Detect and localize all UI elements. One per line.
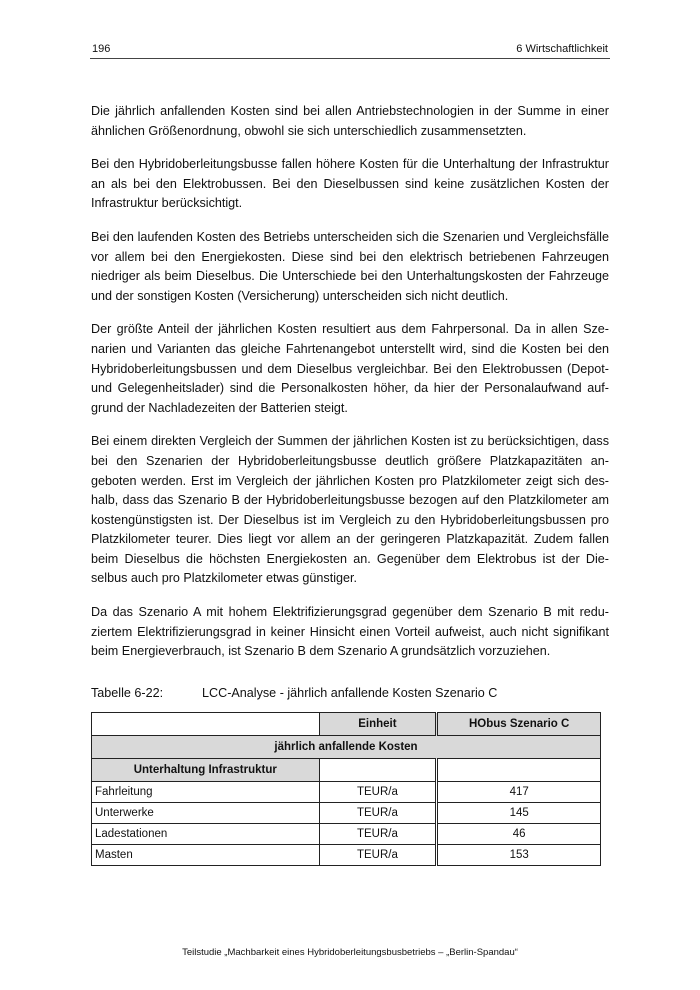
- row-value: 145: [437, 803, 601, 824]
- row-label: Ladestationen: [92, 824, 320, 845]
- subsection-title: Unterhaltung Infrastruktur: [92, 759, 320, 782]
- paragraph: Da das Szenario A mit hohem Elektrifizierungsgrad gegenüber dem Szenario B mit reduziertem Elektrifizierungsgrad in keiner Hinsicht einen Vorteil aufweist, auch nicht signifikant beim Energieverbrauch, ist Szenario B dem Szenario A grundsätzlich vorzuziehen.: [91, 605, 609, 659]
- paragraph: Die jährlich anfallenden Kosten sind bei allen Antriebstechnologien in der Summe in einer ähnlichen Größenordnung, obwohl sie sich unterschiedlich zusammensetzten.: [91, 104, 609, 138]
- table-title: LCC-Analyse - jährlich anfallende Kosten Szenario C: [202, 686, 498, 700]
- row-label: Unterwerke: [92, 803, 320, 824]
- chapter-title: 6 Wirtschaftlichkeit: [516, 43, 608, 55]
- header-empty-cell: [92, 713, 320, 736]
- table-header-row: [92, 713, 601, 736]
- table-row: [92, 824, 601, 845]
- lcc-table: [91, 712, 601, 866]
- table-section-row: [92, 736, 601, 759]
- row-value: 153: [437, 845, 601, 866]
- row-label: Masten: [92, 845, 320, 866]
- row-unit: TEUR/a: [319, 845, 437, 866]
- paragraph: Der größte Anteil der jährlichen Kosten resultiert aus dem Fahrpersonal. Da in allen Szenarien und Varianten das gleiche Fahrtenangebot unterstellt wird, sind die Kosten bei den Hybridoberleitungsbussen und dem Dieselbus vergleichbar. Bei den Elektrobussen (Depot- und Gelegenheitslader) sind die Personalkosten höher, da hier der Personalaufwand aufgrund der Nachladezeiten der Batterien steigt.: [91, 322, 609, 415]
- page-footer: Teilstudie „Machbarkeit eines Hybridoberleitungsbusbetriebs – „Berlin-Spandau“: [182, 947, 518, 958]
- table-caption: [91, 686, 609, 700]
- row-label: Fahrleitung: [92, 782, 320, 803]
- row-unit: TEUR/a: [319, 803, 437, 824]
- row-value: 46: [437, 824, 601, 845]
- paragraph: Bei den Hybridoberleitungsbusse fallen höhere Kosten für die Unterhaltung der Infrastruktur an als bei den Elektrobussen. Bei den Dieselbussen sind keine zusätzlichen Kosten der Infrastruktur berücksichtigt.: [91, 157, 609, 211]
- table-row: [92, 803, 601, 824]
- table-row: [92, 782, 601, 803]
- page-header: [90, 42, 610, 59]
- subsection-empty-value: [437, 759, 601, 782]
- header-unit: Einheit: [319, 713, 437, 736]
- subsection-empty-unit: [319, 759, 437, 782]
- row-unit: TEUR/a: [319, 824, 437, 845]
- header-scenario: HObus Szenario C: [437, 713, 601, 736]
- body-text: [91, 102, 609, 676]
- row-unit: TEUR/a: [319, 782, 437, 803]
- paragraph: Bei einem direkten Vergleich der Summen der jährlichen Kosten ist zu berücksichtigen, dass bei den Szenarien der Hybridoberleitungsbusse deutlich größere Platzkapazitäten angeboten werden. Erst im Vergleich der jährlichen Kosten pro Platzkilometer zeigt sich deshalb, dass das Szenario B der Hybridoberleitungsbusse bezogen auf den Platzkilometer am kostengünstigsten ist. Der Dieselbus ist im Vergleich zu den Hybridoberleitungsbussen pro Platzkilometer teurer. Dies liegt vor allem an der geringeren Platzkapazität. Zudem fallen beim Dieselbus die höchsten Energiekosten an. Gegenüber dem Elektrobus ist der Dieselbus auch pro Platzkilometer etwas günstiger.: [91, 434, 609, 586]
- table-subsection-row: [92, 759, 601, 782]
- paragraph: Bei den laufenden Kosten des Betriebs unterscheiden sich die Szenarien und Vergleichsfälle vor allem bei den Energiekosten. Diese sind bei den elektrisch betriebenen Fahrzeugen niedriger als beim Dieselbus. Die Unterschiede bei den Unterhaltungskosten der Fahrzeuge und der sonstigen Kosten (Versicherung) unterscheiden sich nicht deutlich.: [91, 229, 609, 303]
- page-number: 196: [92, 43, 111, 55]
- row-value: 417: [437, 782, 601, 803]
- table-number: Tabelle 6-22:: [91, 686, 164, 700]
- table-row: [92, 845, 601, 866]
- section-title: jährlich anfallende Kosten: [92, 736, 601, 759]
